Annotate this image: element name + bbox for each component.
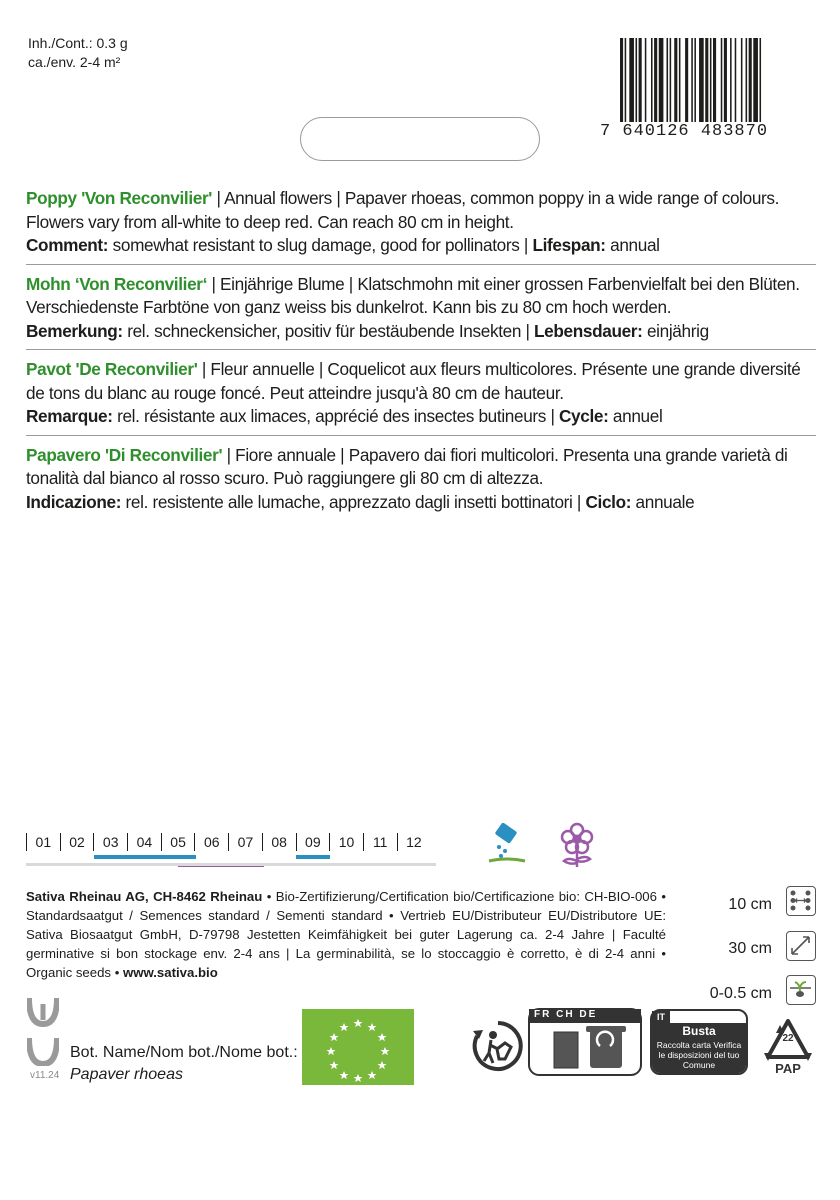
comment-label: Remarque: (26, 406, 113, 426)
lifespan-text: annual (605, 235, 660, 255)
it-label: IT (652, 1011, 670, 1023)
variety-title: Poppy 'Von Reconvilier' (26, 188, 213, 208)
triman-recycling-icon (471, 1019, 525, 1078)
sowing-calendar (26, 833, 430, 851)
variety-title: Mohn ‘Von Reconvilier‘ (26, 273, 208, 294)
version-code: v11.24 (30, 1070, 60, 1081)
content-area: ca./env. 2-4 m² (28, 54, 121, 70)
plant-distance-icon (786, 931, 816, 961)
description-blocks (26, 185, 816, 526)
description-german (26, 271, 816, 351)
comment-label: Comment: (26, 235, 109, 255)
sowing-depth: 0-0.5 cm (709, 985, 772, 1002)
description-english (26, 185, 816, 265)
month-04: 04 (127, 833, 161, 851)
flower-icon (556, 821, 598, 874)
comment-label: Indicazione: (26, 491, 122, 512)
comment-label: Bemerkung: (26, 320, 123, 341)
sowing-bar-spring (94, 855, 196, 859)
plant-distance: 30 cm (728, 940, 772, 957)
month-06: 06 (194, 833, 228, 851)
recycling-code-de: DE (579, 1009, 598, 1020)
month-02: 02 (60, 833, 94, 851)
variety-title: Papavero 'Di Reconvilier' (26, 444, 223, 465)
lifespan-text: annuel (608, 406, 663, 426)
busta-label: Busta (682, 1024, 716, 1038)
company-info (26, 887, 666, 982)
comment-text: rel. resistente alle lumache, apprezzato dagli insetti bottinatori | (121, 491, 586, 512)
botanical-name (70, 1042, 298, 1086)
lifespan-label: Lifespan: (532, 235, 606, 255)
month-09: 09 (296, 833, 330, 851)
variety-description: | Einjährige Blume | Klatschmohn mit einer grossen Farbenvielfalt bei den Blüten. Verschiedenste Farbtöne von ganz weiss bis dunkelrot. Kann bis zu 80 cm hoch werden. (26, 273, 800, 317)
month-11: 11 (363, 833, 397, 851)
botanical-species: Papaver rhoeas (70, 1066, 183, 1083)
lifespan-label: Lebensdauer: (534, 320, 643, 341)
description-french (26, 356, 816, 436)
pap-number: 22 (782, 1033, 794, 1044)
eu-organic-leaf-logo (302, 1009, 414, 1085)
variety-title: Pavot 'De Reconvilier' (26, 359, 198, 379)
sativa-logo (27, 996, 59, 1071)
month-12: 12 (397, 833, 431, 851)
sowing-depth-icon (786, 975, 816, 1005)
comment-text: rel. schneckensicher, positiv für bestäubende Insekten | (122, 320, 535, 341)
month-01: 01 (26, 833, 60, 851)
variety-description: | Fiore annuale | Papavero dai fiori multicolori. Presenta una grande varietà di tonalità dal bianco al rosso scuro. Può raggiungere gli 80 cm di altezza. (26, 444, 788, 488)
recycling-info-panel (528, 1008, 642, 1081)
comment-text: rel. résistante aux limaces, apprécié des insectes butineurs | (112, 406, 559, 426)
lifespan-text: annuale (631, 491, 695, 512)
content-weight: Inh./Cont.: 0.3 g (28, 35, 128, 51)
description-italian (26, 442, 816, 521)
variety-description: | Annual flowers | Papaver rhoeas, common poppy in a wide range of colours. Flowers vary from all-white to deep red. Can reach 80 cm in height. (26, 188, 780, 232)
pap-recycling-icon (760, 1017, 816, 1079)
month-08: 08 (262, 833, 296, 851)
botanical-label: Bot. Name/Nom bot./Nome bot.: (70, 1044, 298, 1061)
month-05: 05 (161, 833, 195, 851)
recycling-code-ch: CH (556, 1009, 575, 1020)
lifespan-text: einjährig (642, 320, 709, 341)
company-name: Sativa Rheinau AG, CH-8462 Rheinau (26, 889, 263, 904)
month-row (26, 833, 430, 851)
watering-can-icon (487, 823, 527, 874)
variety-description: | Fleur annuelle | Coquelicot aux fleurs multicolores. Présente une grande diversité de tons du blanc au rouge foncé. Peut atteindre jusqu'à 80 cm de hauteur. (26, 359, 801, 403)
row-distance: 10 cm (728, 896, 772, 913)
barcode (618, 38, 814, 134)
month-07: 07 (228, 833, 262, 851)
pap-label: PAP (775, 1061, 801, 1076)
month-03: 03 (93, 833, 127, 851)
calendar-baseline (26, 863, 436, 866)
lifespan-label: Cycle: (559, 406, 609, 426)
italian-disposal-panel (650, 1009, 748, 1075)
hang-hole (300, 117, 540, 161)
lifespan-label: Ciclo: (585, 491, 632, 512)
content-info (28, 34, 128, 72)
ean-number: 7 640126 483870 (600, 122, 769, 141)
sowing-bar-autumn (296, 855, 330, 859)
company-text: • Bio-Zertifizierung/Certification bio/Certificazione bio: CH-BIO-006 • Standardsaatgut / Semences standard / Sementi standard • Vertrieb EU/Distributeur EU/Distributore UE: Sativa Biosaatgut GmbH, D-79798 Jestetten Keimfähigkeit bei guter Lagerung ca. 2-4 Jahre | Faculté germinative si bon stockage env. 2-4 ans | La germinabilità, se lo stoccaggio è corretto, è di 2-4 anni • Organic seeds • (26, 889, 666, 980)
comment-text: somewhat resistant to slug damage, good for pollinators | (108, 235, 533, 255)
row-distance-icon (786, 886, 816, 916)
company-website: www.sativa.bio (122, 965, 218, 980)
busta-instructions: Raccolta carta Verifica le disposizioni del tuo Comune (656, 1040, 742, 1070)
recycling-code-fr: FR (534, 1009, 552, 1020)
month-10: 10 (329, 833, 363, 851)
